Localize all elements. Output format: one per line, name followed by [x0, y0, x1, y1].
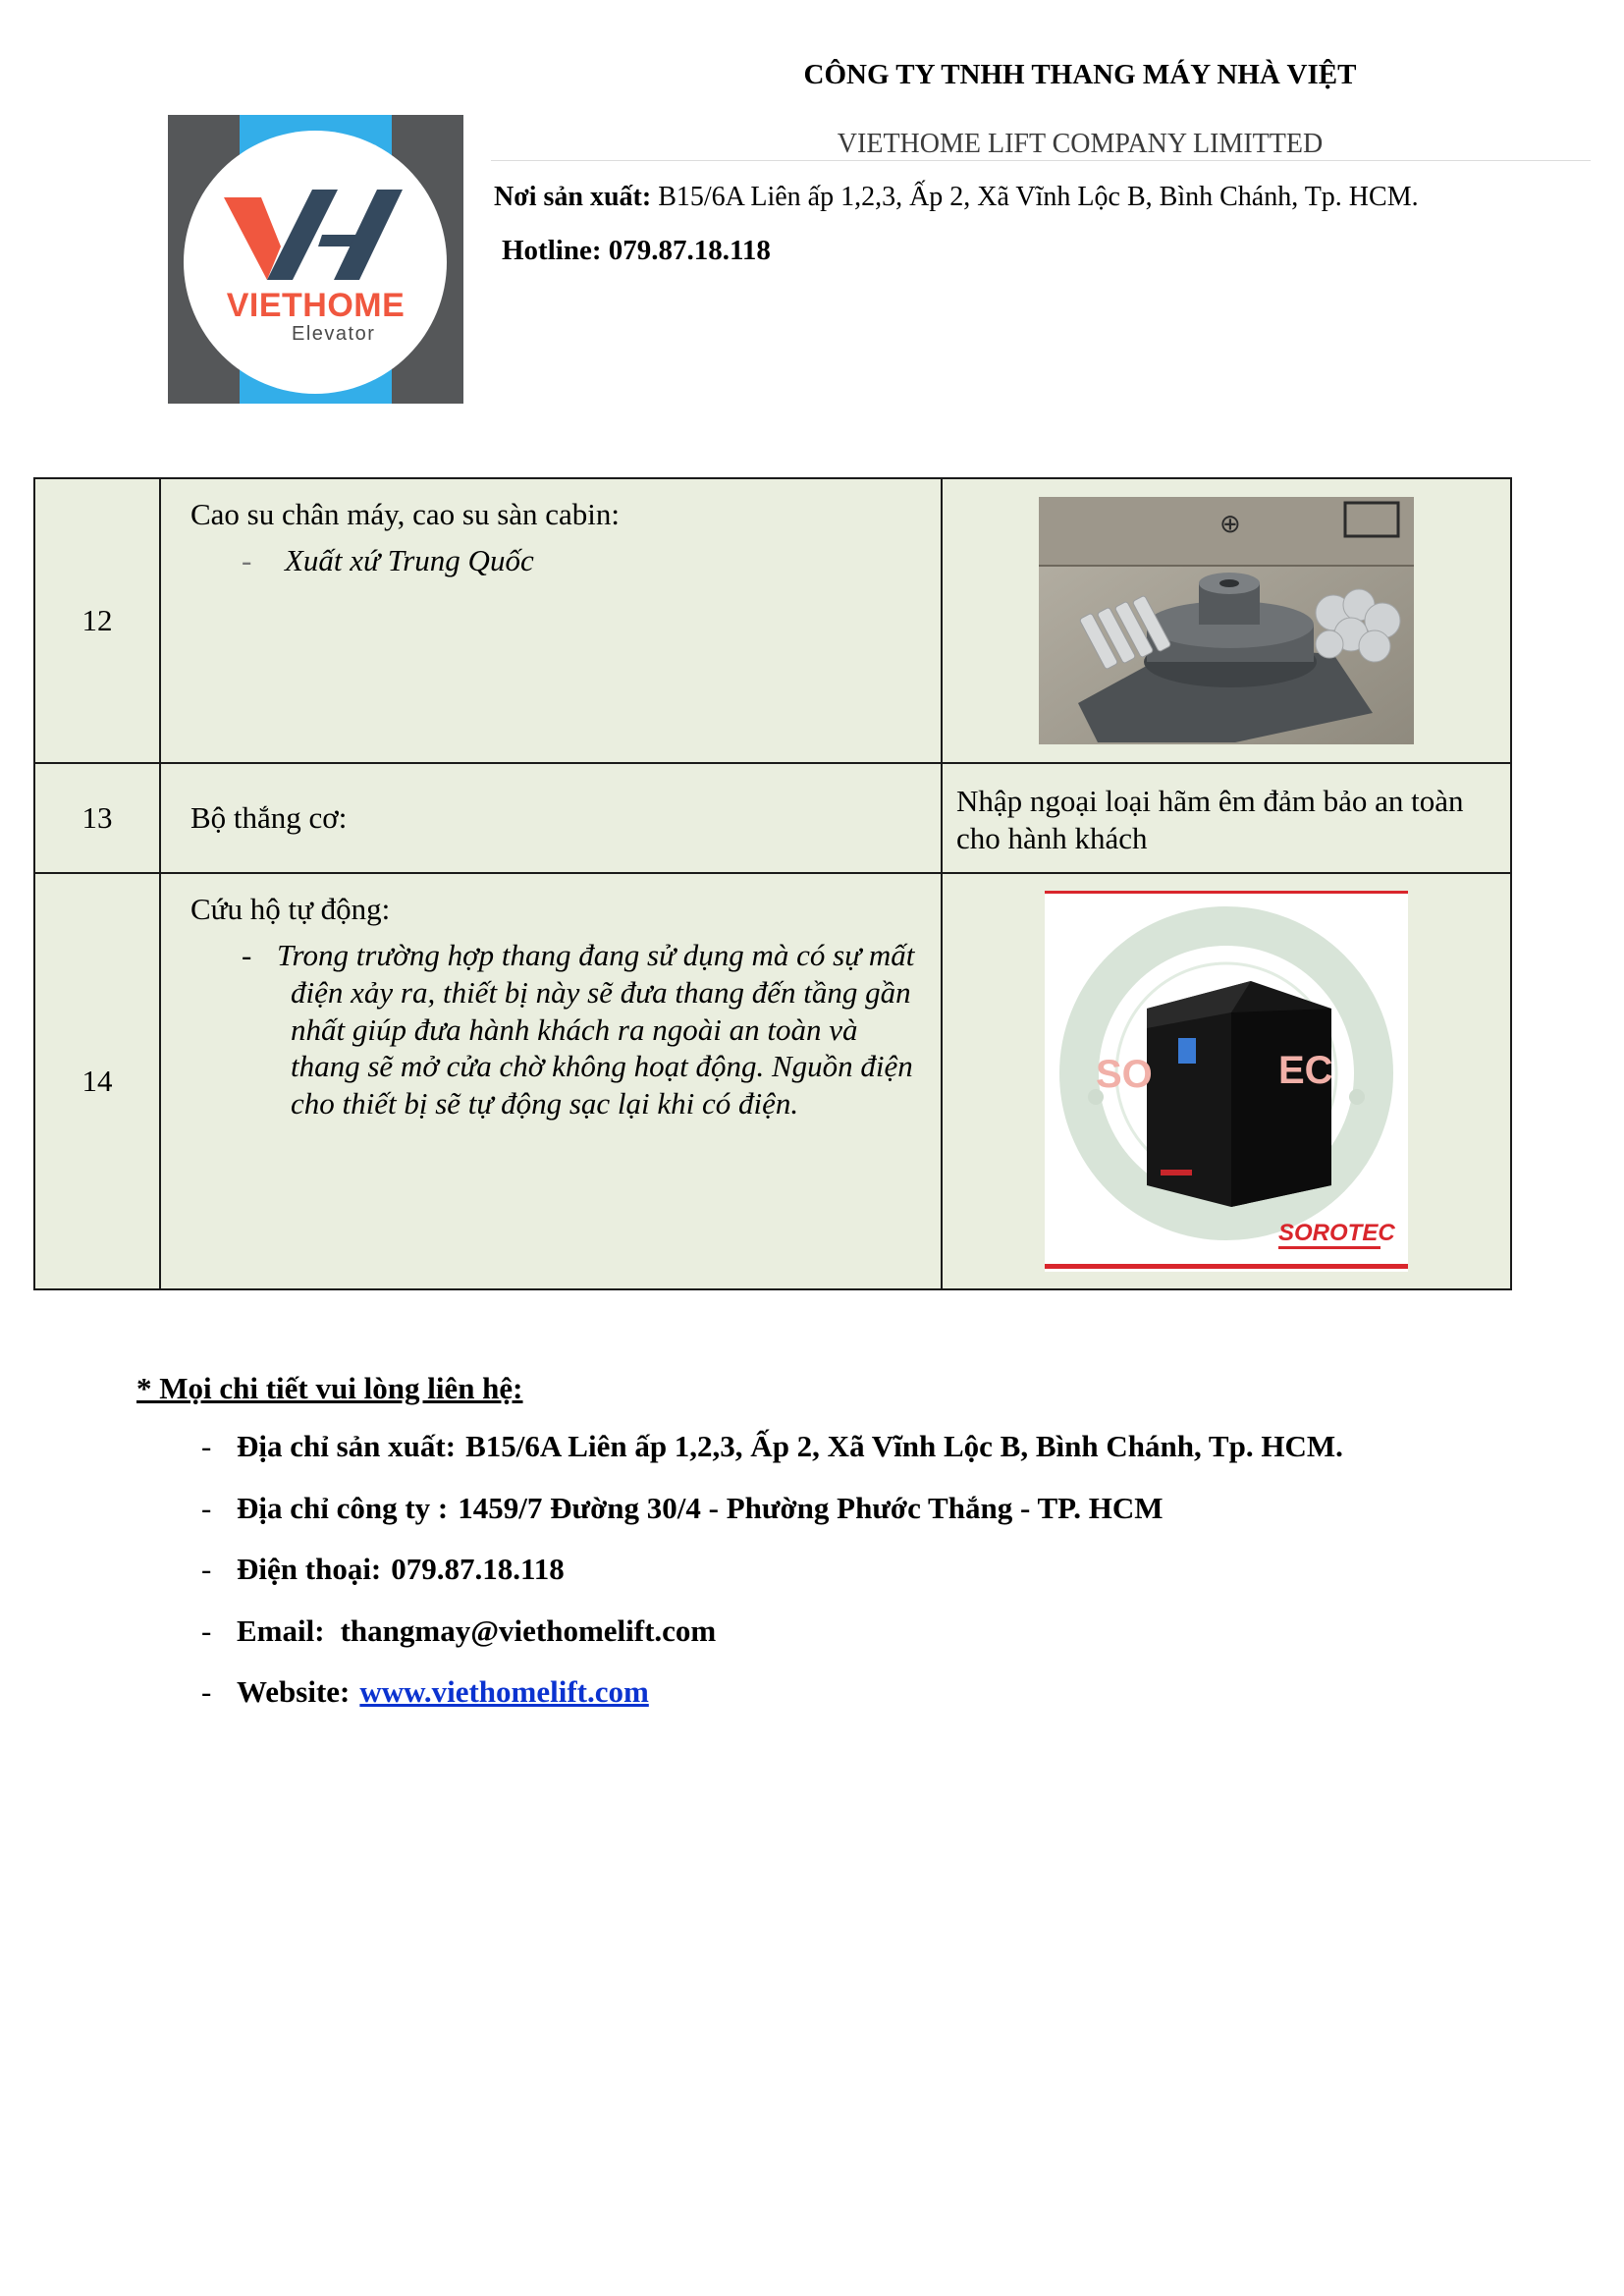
row-number: 13	[34, 763, 160, 873]
bullet-item	[190, 542, 925, 579]
bullet-item	[190, 937, 925, 1122]
row-title: Cứu hộ tự động:	[190, 892, 391, 926]
svg-text:SOROTEC: SOROTEC	[1278, 1220, 1395, 1246]
row-note: Nhập ngoại loại hãm êm đảm bảo an toàn cho hành khách	[942, 763, 1511, 873]
contact-value: B15/6A Liên ấp 1,2,3, Ấp 2, Xã Vĩnh Lộc B, Bình Chánh, Tp. HCM.	[465, 1429, 1343, 1463]
hotline	[502, 235, 771, 267]
bullet-dash: -	[242, 543, 252, 577]
website-link[interactable]: www.viethomelift.com	[359, 1674, 649, 1709]
hotline-label: Hotline:	[502, 235, 602, 266]
contact-item-phone	[201, 1552, 1343, 1613]
email-value[interactable]: thangmay@viethomelift.com	[340, 1613, 717, 1648]
production-address	[494, 182, 1419, 213]
row-image-cell	[942, 873, 1511, 1289]
production-address-value: B15/6A Liên ấp 1,2,3, Ấp 2, Xã Vĩnh Lộc B, Bình Chánh, Tp. HCM.	[658, 182, 1419, 212]
row-description	[160, 873, 942, 1289]
row-title: Bộ thắng cơ:	[190, 800, 348, 835]
hotline-value: 079.87.18.118	[608, 235, 771, 266]
svg-text:SO: SO	[1096, 1053, 1153, 1096]
ups-photo	[1045, 891, 1408, 1272]
contact-label: Điện thoại:	[237, 1552, 382, 1586]
row-number: 14	[34, 873, 160, 1289]
logo-brand-text: VIETHOME	[226, 287, 406, 324]
table-row	[34, 763, 1511, 873]
contact-value: 1459/7 Đường 30/4 - Phường Phước Thắng - TP. HCM	[458, 1490, 1164, 1525]
contact-item-website	[201, 1674, 1343, 1736]
row-description	[160, 763, 942, 873]
table-row	[34, 873, 1511, 1289]
company-name: CÔNG TY TNHH THANG MÁY NHÀ VIỆT	[803, 59, 1357, 90]
row-image-cell	[942, 478, 1511, 763]
contact-label: Website:	[237, 1674, 351, 1709]
row-number: 12	[34, 478, 160, 763]
contact-label: Email:	[237, 1613, 325, 1648]
contact-label: Địa chỉ sản xuất:	[237, 1429, 457, 1463]
bullet-dash: -	[201, 1674, 212, 1709]
vh-monogram-icon	[224, 186, 410, 284]
bullet-dash: -	[201, 1490, 212, 1525]
rubber-mount-photo	[1039, 497, 1414, 744]
svg-text:⊕: ⊕	[1219, 510, 1241, 539]
contact-item-production-address	[201, 1429, 1343, 1491]
contact-label: Địa chỉ công ty :	[237, 1490, 449, 1525]
logo-sub-text: Elevator	[292, 323, 376, 345]
svg-text:EC: EC	[1278, 1049, 1333, 1092]
bullet-text: Trong trường hợp thang đang sử dụng mà có sự mất điện xảy ra, thiết bị này sẽ đưa thang đến tầng gần nhất giúp đưa hành khách ra ngoài an toàn và thang sẽ mở cửa chờ không hoạt động. Nguồn điện cho thiết bị sẽ tự động sạc lại khi có điện.	[277, 938, 915, 1121]
contact-heading: * Mọi chi tiết vui lòng liên hệ:	[136, 1371, 523, 1405]
company-name-en: VIETHOME LIFT COMPANY LIMITTED	[837, 129, 1324, 159]
table-row	[34, 478, 1511, 763]
bullet-dash: -	[201, 1613, 212, 1648]
contact-item-company-address	[201, 1491, 1343, 1553]
row-description	[160, 478, 942, 763]
bullet-dash: -	[242, 938, 252, 972]
contact-value: 079.87.18.118	[391, 1552, 565, 1586]
contact-item-email	[201, 1613, 1343, 1675]
row-title: Cao su chân máy, cao su sàn cabin:	[190, 497, 621, 531]
bullet-dash: -	[201, 1429, 212, 1463]
bullet-text: Xuất xứ Trung Quốc	[285, 543, 534, 577]
equipment-table	[33, 477, 1512, 1290]
production-address-label: Nơi sản xuất:	[494, 182, 652, 212]
header-divider	[491, 160, 1591, 161]
company-logo	[168, 115, 463, 404]
bullet-dash: -	[201, 1552, 212, 1586]
contact-list	[201, 1429, 1343, 1736]
